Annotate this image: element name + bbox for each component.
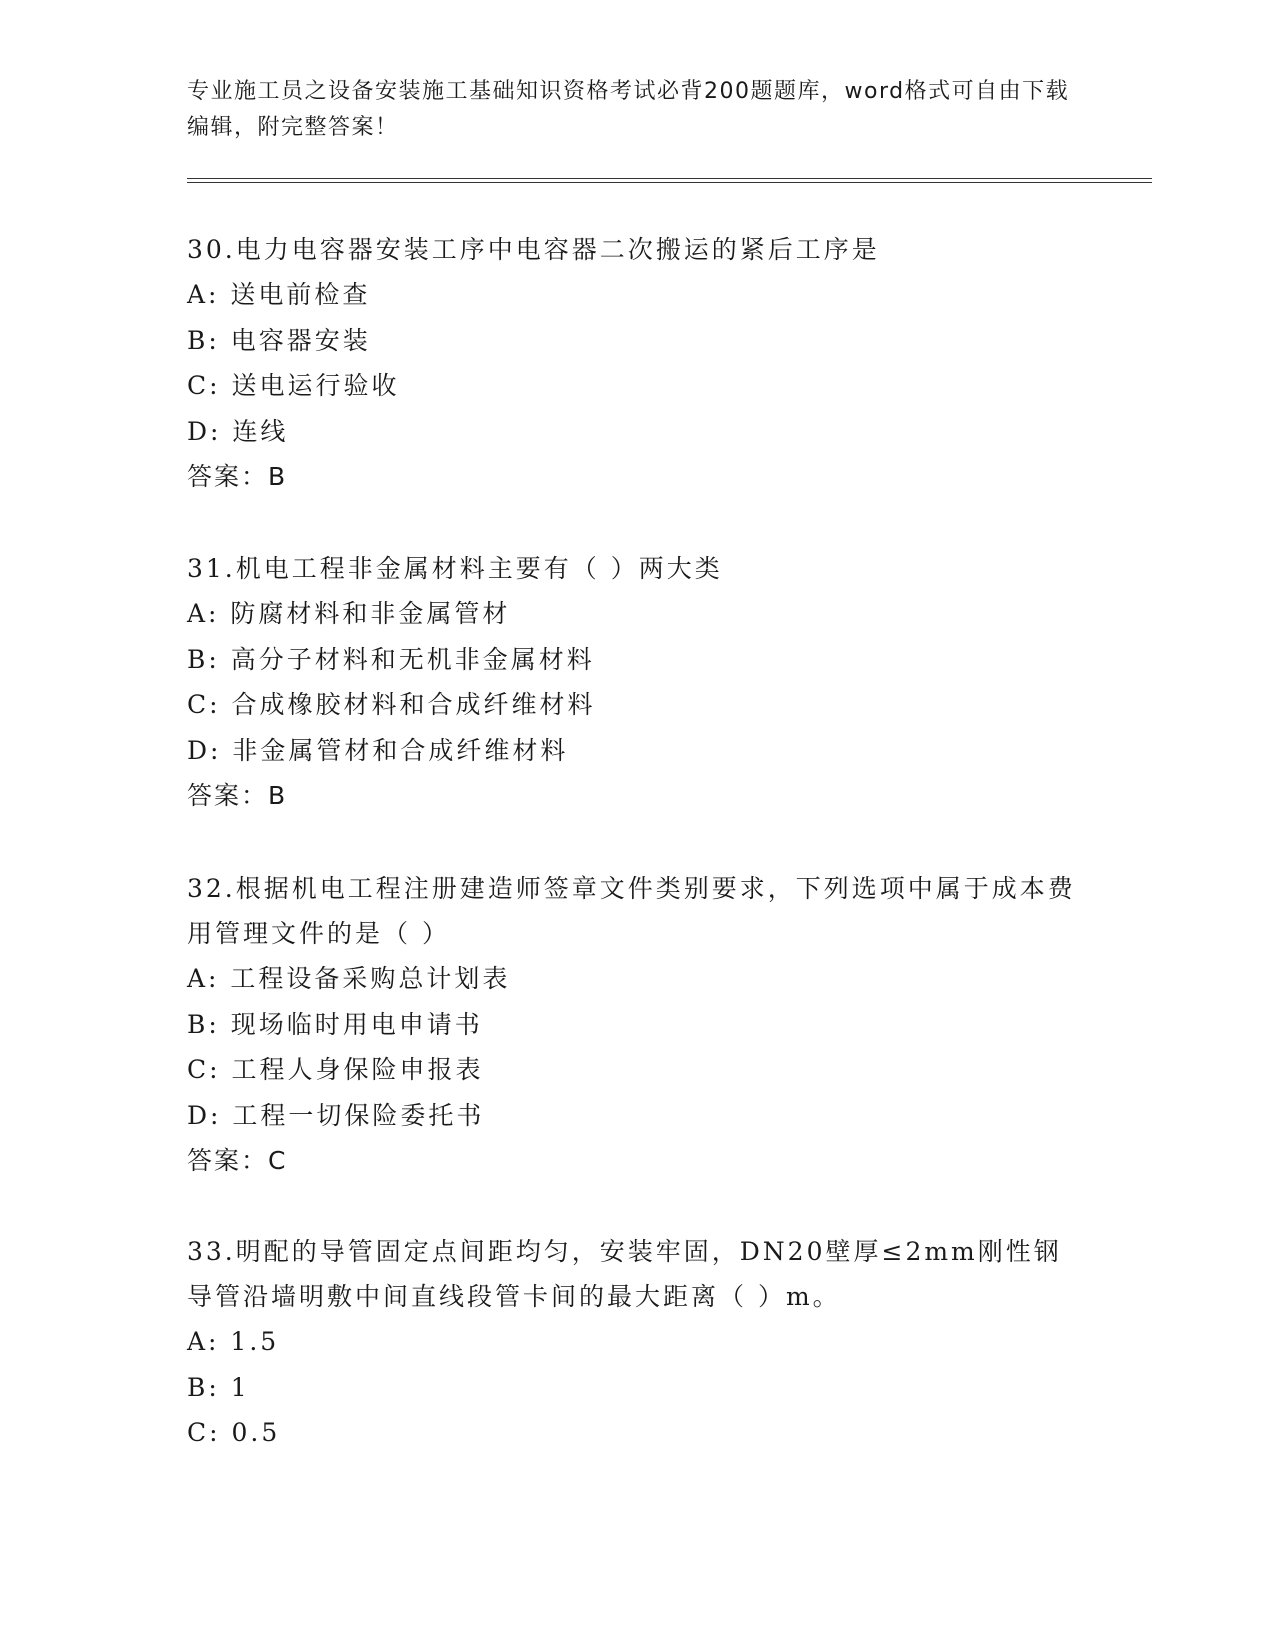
answer: 答案：C bbox=[187, 1146, 288, 1175]
option-d: D: 连线 bbox=[187, 416, 289, 446]
question-stem: 32.根据机电工程注册建造师签章文件类别要求，下列选项中属于成本费用管理文件的是（ ） bbox=[187, 874, 1076, 948]
answer: 答案：B bbox=[187, 462, 288, 491]
option-a: A: 工程设备采购总计划表 bbox=[187, 964, 511, 993]
question-stem: 31.机电工程非金属材料主要有（ ）两大类 bbox=[187, 554, 723, 583]
question-stem: 33.明配的导管固定点间距均匀，安装牢固，DN20壁厚≤2mm刚性钢导管沿墙明敷中间直线段管卡间的最大距离（ ）m。 bbox=[187, 1237, 1062, 1311]
option-b: B: 1 bbox=[187, 1372, 250, 1402]
option-d: D: 非金属管材和合成纤维材料 bbox=[187, 735, 569, 765]
question-block bbox=[187, 866, 1087, 1183]
option-a: A: 送电前检查 bbox=[187, 280, 371, 309]
option-b: B: 高分子材料和无机非金属材料 bbox=[187, 644, 595, 674]
question-block bbox=[187, 546, 1087, 818]
option-c: C: 0.5 bbox=[187, 1418, 281, 1447]
header-text: 专业施工员之设备安装施工基础知识资格考试必背200题题库，word格式可自由下载编辑，附完整答案！ bbox=[187, 79, 1070, 140]
question-block bbox=[187, 227, 1087, 499]
question-block bbox=[187, 1229, 1087, 1456]
option-b: B: 现场临时用电申请书 bbox=[187, 1009, 483, 1039]
option-a: A: 防腐材料和非金属管材 bbox=[187, 599, 511, 628]
header-divider bbox=[187, 182, 1152, 183]
option-a: A: 1.5 bbox=[187, 1327, 280, 1356]
answer: 答案：B bbox=[187, 781, 288, 810]
option-c: C: 合成橡胶材料和合成纤维材料 bbox=[187, 690, 596, 719]
option-c: C: 送电运行验收 bbox=[187, 371, 400, 400]
option-b: B: 电容器安装 bbox=[187, 325, 371, 355]
question-stem: 30.电力电容器安装工序中电容器二次搬运的紧后工序是 bbox=[187, 235, 880, 264]
option-d: D: 工程一切保险委托书 bbox=[187, 1100, 485, 1130]
header-divider bbox=[187, 178, 1152, 179]
option-c: C: 工程人身保险申报表 bbox=[187, 1055, 484, 1084]
